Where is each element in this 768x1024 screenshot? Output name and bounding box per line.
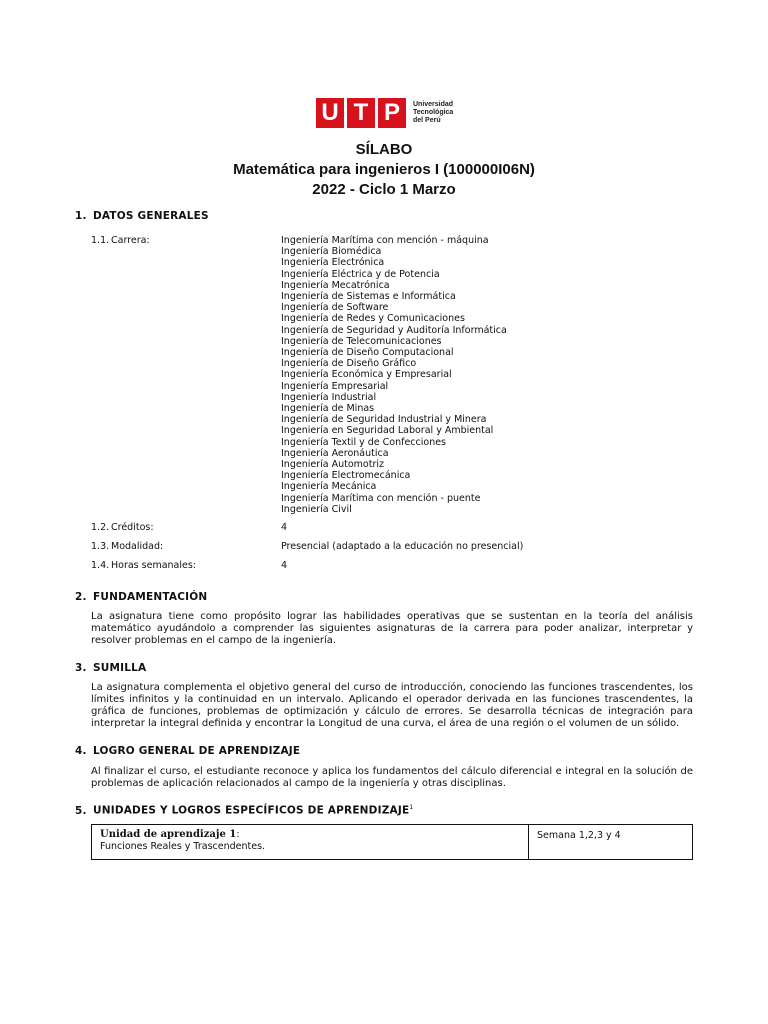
datos-modalidad-value: Presencial (adaptado a la educación no presencial) xyxy=(281,541,524,552)
career-item: Ingeniería Electrónica xyxy=(281,257,385,269)
career-item: Ingeniería Mecatrónica xyxy=(281,279,390,291)
career-item: Ingeniería Electromecánica xyxy=(281,470,411,482)
datos-horas-label: 1.4. Horas semanales: xyxy=(91,560,196,571)
career-item: Ingeniería de Diseño Computacional xyxy=(281,347,454,359)
career-item: Ingeniería Marítima con mención - máquina xyxy=(281,235,489,246)
career-item: Ingeniería Eléctrica y de Potencia xyxy=(281,268,440,280)
career-item: Ingeniería Económica y Empresarial xyxy=(281,369,452,381)
career-item: Ingeniería de Seguridad y Auditoría Informática xyxy=(281,324,507,336)
footnote-marker: 1 xyxy=(409,804,414,811)
career-item: Ingeniería Civil xyxy=(281,503,352,515)
section-heading-logro: 4. LOGRO GENERAL DE APRENDIZAJE xyxy=(75,745,301,757)
career-item: Ingeniería de Software xyxy=(281,302,389,314)
unit-label: Unidad de aprendizaje 1 xyxy=(100,829,237,840)
logo-letter-t: T xyxy=(347,98,375,128)
section-heading-datos: 1. DATOS GENERALES xyxy=(75,210,209,222)
career-item: Ingeniería de Redes y Comunicaciones xyxy=(281,313,465,325)
datos-horas-value: 4 xyxy=(281,560,288,571)
career-item: Ingeniería Biomédica xyxy=(281,246,382,258)
section-heading-fundamentacion: 2. FUNDAMENTACIÓN xyxy=(75,591,208,603)
fundamentacion-text: La asignatura tiene como propósito lograr las habilidades operativas que se sustentan en la teoría del análisis matemático ayudándolo a comprender las siguientes asignaturas de la carrera para poder analizar, interpretar y resolver problemas en el campo de la ingeniería. xyxy=(91,611,693,646)
career-item: Ingeniería de Sistemas e Informática xyxy=(281,291,456,303)
datos-creditos-label: 1.2. Créditos: xyxy=(91,522,154,533)
title-silabo: SÍLABO xyxy=(355,141,413,158)
career-item: Ingeniería en Seguridad Laboral y Ambiental xyxy=(281,425,494,437)
sumilla-text: La asignatura complementa el objetivo general del curso de introducción, conociendo las funciones trascendentes, los límites infinitos y la continuidad en un intervalo. Aplicando el operador derivada en las funciones trascendentes, la gráfica de funciones, problemas de optimización y cálculo de errores. Se desarrolla técnicas de integración para interpretar la integral definida y encontrar la Longitud de una curva, el área de una región o el volumen de un sólido. xyxy=(91,682,693,729)
career-item: Ingeniería de Minas xyxy=(281,403,375,415)
unit-description: Funciones Reales y Trascendentes. xyxy=(100,841,266,852)
career-item: Ingeniería Marítima con mención - puente xyxy=(281,492,481,504)
title-cycle: 2022 - Ciclo 1 Marzo xyxy=(312,181,456,198)
career-item: Ingeniería Industrial xyxy=(281,391,377,403)
document-title xyxy=(0,140,768,200)
career-item: Ingeniería Textil y de Confecciones xyxy=(281,436,447,448)
logo-letter-u: U xyxy=(316,98,344,128)
career-item: Ingeniería de Diseño Gráfico xyxy=(281,358,417,370)
career-item: Ingeniería Aeronáutica xyxy=(281,447,389,459)
unit-weeks: Semana 1,2,3 y 4 xyxy=(537,830,621,841)
career-item: Ingeniería de Telecomunicaciones xyxy=(281,335,442,347)
section-heading-sumilla: 3. SUMILLA xyxy=(75,662,147,674)
career-item: Ingeniería Mecánica xyxy=(281,481,377,493)
logo-university-name: Universidad Tecnológica del Perú xyxy=(413,101,454,124)
title-course: Matemática para ingenieros I (100000I06N) xyxy=(233,161,535,178)
logro-text: Al finalizar el curso, el estudiante reconoce y aplica los fundamentos del cálculo diferencial e integral en la solución de problemas de aplicación relacionados al campo de la ingeniería y otras disciplinas. xyxy=(91,766,693,789)
career-item: Ingeniería Automotriz xyxy=(281,459,384,471)
datos-creditos-value: 4 xyxy=(281,522,288,533)
career-item: Ingeniería Empresarial xyxy=(281,380,389,392)
unit-cell: Unidad de aprendizaje 1: Funciones Reales y Trascendentes. xyxy=(92,825,529,859)
career-item: Ingeniería de Seguridad Industrial y Minera xyxy=(281,414,487,426)
unit-table xyxy=(91,824,693,860)
datos-modalidad-label: 1.3. Modalidad: xyxy=(91,541,164,552)
logo-letter-p: P xyxy=(378,98,406,128)
utp-logo xyxy=(316,98,453,128)
section-heading-unidades: 5. UNIDADES Y LOGROS ESPECÍFICOS DE APRENDIZAJE$^1$ xyxy=(75,804,414,817)
datos-carrera-label: 1.1. Carrera: xyxy=(91,235,150,246)
careers-list xyxy=(281,235,507,515)
